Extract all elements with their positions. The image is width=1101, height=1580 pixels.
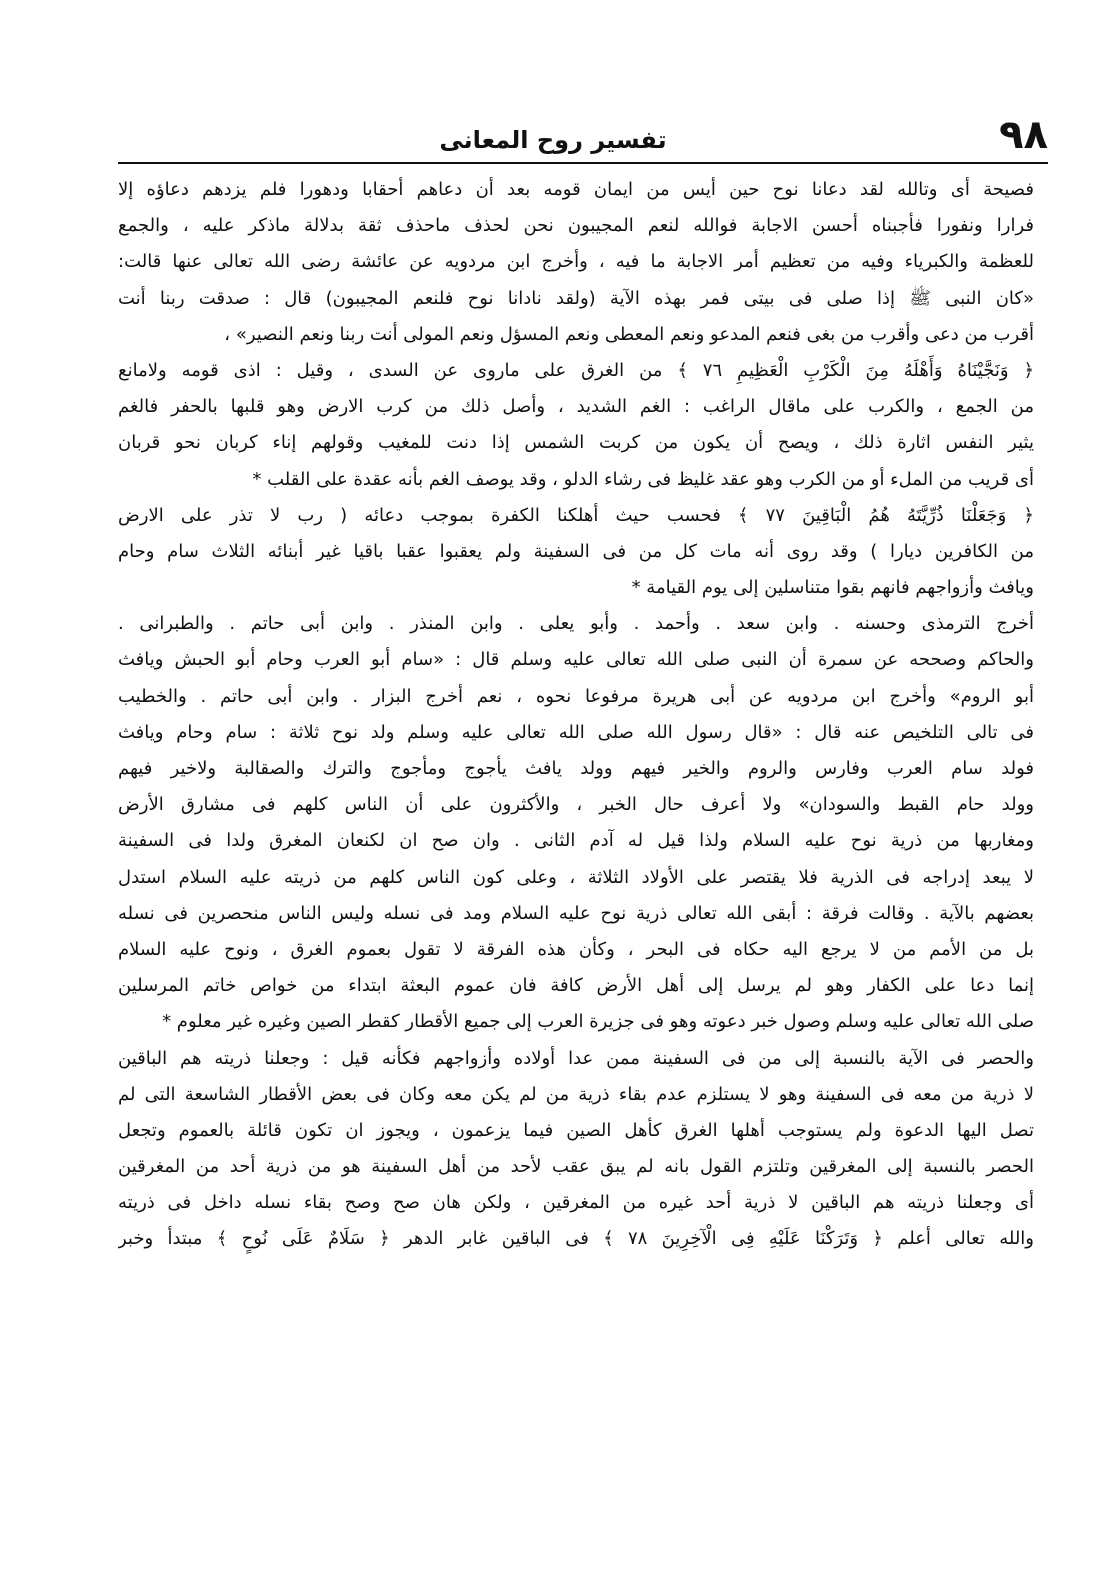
text-line: ويافث وأزواجهم فانهم بقوا متناسلين إلى يوم القيامة * [631,577,1034,599]
text-line: فصيحة أى وتالله لقد دعانا نوح حين أيس من ايمان قومه بعد أن دعاهم أحقابا ودهورا فلم يزدهم دعاؤه إلا [118,179,1034,200]
text-line: فرارا ونفورا فأجبناه أحسن الاجابة فوالله لنعم المجيبون نحن لحذف ماحذف ثقة بدلالة ماذكر عليه ، والجمع [118,215,1034,237]
text-line: وولد حام القبط والسودان» ولا أعرف حال الخبر ، والأكثرون على أن الناس كلهم فى مشارق الأرض [118,794,1034,816]
text-line: فولد سام العرب وفارس والروم والخير فيهم وولد يافث يأجوج ومأجوج والترك والصقالبة ولاخير فيهم [118,758,1034,779]
text-line: لا يبعد إدراجه فى الذرية فلا يقتصر على الأولاد الثلاثة ، وعلى كون الناس كلهم من ذريته عليه السلام استدل [118,866,1034,888]
text-line: بل من الأمم من لا يرجع اليه حكاه فى البحر ، وكأن هذه الفرقة لا تقول بعموم الغرق ، ونوح عليه السلام [118,938,1034,960]
text-line: أى قريب من الملء أو من الكرب وهو عقد غليظ فى رشاء الدلو ، وقد يوصف الغم بأنه عقدة على القلب * [252,468,1034,490]
body-text [118,172,1034,1258]
header-rule [118,162,1048,164]
text-line: تصل اليها الدعوة ولم يستوجب أهلها الغرق كأهل الصين فيما يزعمون ، ويجوز ان تكون قائلة بالعموم وتجعل [118,1119,1034,1141]
text-line: الحصر بالنسبة إلى المغرقين وتلتزم القول بانه لم يبق عقب لأحد من أهل السفينة هو من ذرية أحد من المغرقين [118,1156,1034,1178]
text-line: والحصر فى الآية بالنسبة إلى من فى السفينة ممن عدا أولاده وأزواجهم فكأنه قيل : وجعلنا ذريته هم الباقين [118,1047,1034,1069]
verse-line: والله تعالى أعلم ﴿ وَتَرَكْنَا عَلَيْهِ فِى الْآخِرِينَ ٧٨ ﴾ فى الباقين غابر الدهر ﴿ سَلَامٌ عَلَى نُوحٍ ﴾ مبتدأ وخبر [118,1228,1034,1250]
text-line: أبو الروم» وأخرج ابن مردويه عن أبى هريرة مرفوعا نحوه ، نعم أخرج البزار . وابن أبى حاتم . والخطيب [118,685,1034,707]
text-line: أقرب من دعى وأقرب من بغى فنعم المدعو ونعم المعطى ونعم المسؤل ونعم المولى أنت ربنا ونعم النصير» ، [224,323,1034,345]
text-line: أخرج الترمذى وحسنه . وابن سعد . وأحمد . وأبو يعلى . وابن المنذر . وابن أبى حاتم . والطبرانى . [118,613,1034,635]
text-line: والحاكم وصححه عن سمرة أن النبى صلى الله تعالى عليه وسلم قال : «سام أبو العرب وحام أبو الحبش ويافث [118,649,1034,671]
text-line: للعظمة والكبرياء وفيه من تعظيم أمر الاجابة ما فيه ، وأخرج ابن مردويه عن عائشة رضى الله تعالى عنها قالت: [118,251,1034,273]
text-line: من الجمع ، والكرب على ماقال الراغب : الغم الشديد ، وأصل ذلك من كرب الارض وهو قلبها بالحفر فالغم [118,396,1034,418]
verse-line: ﴿ وَنَجَّيْنَاهُ وَأَهْلَهُ مِنَ الْكَرْبِ الْعَظِيمِ ٧٦ ﴾ من الغرق على ماروى عن السدى ، وقيل : اذى قومه ولامانع [118,359,1034,381]
text-line: لا ذرية من معه فى السفينة وهو لا يستلزم عدم بقاء ذرية من لم يكن معه وكان فى بعض الأقطار الشاسعة التى لم [118,1083,1034,1105]
page-header [118,112,1048,164]
running-title: تفسير روح المعانى [439,126,667,154]
page-number: ٩٨ [999,112,1048,158]
text-line: ومغاربها من ذرية نوح عليه السلام ولذا قيل له آدم الثانى . وان صح ان لكنعان المغرق ولدا فى السفينة [118,830,1034,852]
text-line: إنما دعا على الكفار وهو لم يرسل إلى أهل الأرض كافة فان عموم البعثة ابتداء من خواص خاتم المرسلين [118,975,1034,997]
text-line: يثير النفس اثارة ذلك ، ويصح أن يكون من كربت الشمس إذا دنت للمغيب وقولهم إناء كربان نحو قربان [118,432,1034,454]
text-line: من الكافرين ديارا ) وقد روى أنه مات كل من فى السفينة ولم يعقبوا عقبا باقيا غير أبنائه الثلاث سام وحام [118,540,1034,562]
verse-line: ﴿ وَجَعَلْنَا ذُرِّيَّتَهُ هُمُ الْبَاقِينَ ٧٧ ﴾ فحسب حيث أهلكنا الكفرة بموجب دعائه ( رب لا تذر على الارض [118,504,1034,526]
text-line: أى وجعلنا ذريته هم الباقين لا ذرية أحد غيره من المغرقين ، ولكن هان صح وصح بقاء نسله داخل فى ذريته [118,1192,1034,1214]
text-line: صلى الله تعالى عليه وسلم وصول خبر دعوته وهو فى جزيرة العرب إلى جميع الأقطار كقطر الصين وغيره غير معلوم * [162,1011,1034,1033]
text-line: «كان النبى ﷺ إذا صلى فى بيتى فمر بهذه الآية (ولقد نادانا نوح فلنعم المجيبون) قال : صدقت ربنا أنت [118,287,1034,309]
text-line: بعضهم بالآية . وقالت فرقة : أبقى الله تعالى ذرية نوح عليه السلام ومد فى نسله وليس الناس منحصرين فى نسله [118,902,1034,924]
text-line: فى تالى التلخيص عنه قال : «قال رسول الله صلى الله تعالى عليه وسلم ولد نوح ثلاثة : سام وحام ويافث [118,721,1034,743]
